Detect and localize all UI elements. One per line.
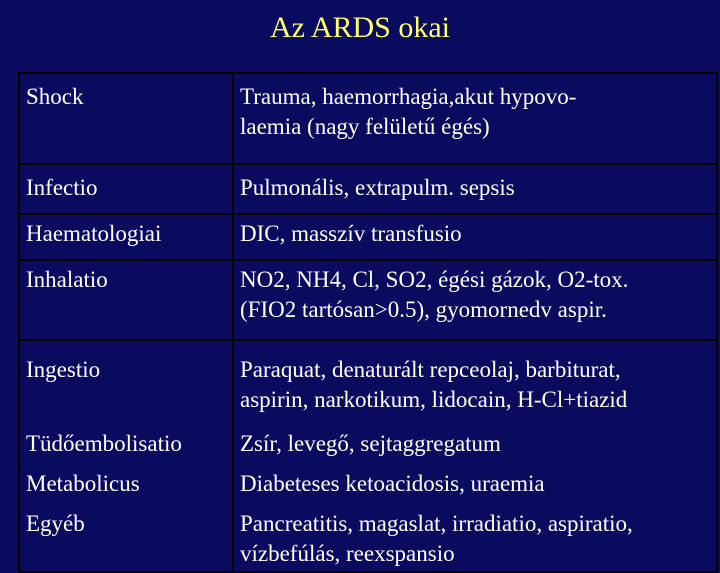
detail-line: Diabeteses ketoacidosis, uraemia bbox=[240, 471, 545, 496]
detail-cell bbox=[233, 509, 717, 572]
cause-cell: Tüdőembolisatio bbox=[19, 425, 233, 469]
detail-cell bbox=[233, 469, 717, 509]
detail-line: Trauma, haemorrhagia,akut hypovo- bbox=[240, 84, 577, 109]
detail-line: NO2, NH4, Cl, SO2, égési gázok, O2-tox. bbox=[240, 267, 629, 292]
cause-cell: Infectio bbox=[19, 164, 233, 214]
table-row-haematologiai bbox=[19, 214, 717, 260]
detail-line: aspirin, narkotikum, lidocain, H-Cl+tiazid bbox=[240, 387, 628, 412]
table-row-ingestio bbox=[19, 340, 717, 425]
detail-cell bbox=[233, 214, 717, 260]
table-row-shock bbox=[19, 73, 717, 164]
table-row-metabolicus bbox=[19, 469, 717, 509]
detail-line: Paraquat, denaturált repceolaj, barbiturat, bbox=[240, 357, 621, 382]
cause-cell: Inhalatio bbox=[19, 260, 233, 340]
detail-line: DIC, masszív transfusio bbox=[240, 221, 462, 246]
cause-cell: Shock bbox=[19, 73, 233, 164]
detail-cell bbox=[233, 260, 717, 340]
detail-cell bbox=[233, 164, 717, 214]
detail-line: laemia (nagy felületű égés) bbox=[240, 114, 490, 139]
ards-causes-table bbox=[18, 72, 718, 573]
detail-line: Pancreatitis, magaslat, irradiatio, aspiratio, bbox=[240, 511, 633, 536]
slide-title: Az ARDS okai bbox=[270, 11, 450, 44]
table-row-egyeb bbox=[19, 509, 717, 572]
detail-cell bbox=[233, 73, 717, 164]
cause-cell: Haematologiai bbox=[19, 214, 233, 260]
detail-cell bbox=[233, 340, 717, 425]
cause-cell: Metabolicus bbox=[19, 469, 233, 509]
cause-cell: Egyéb bbox=[19, 509, 233, 572]
table-row-infectio bbox=[19, 164, 717, 214]
cause-cell: Ingestio bbox=[19, 340, 233, 425]
table-row-tudoembolisatio bbox=[19, 425, 717, 469]
detail-line: Pulmonális, extrapulm. sepsis bbox=[240, 175, 515, 200]
detail-cell bbox=[233, 425, 717, 469]
detail-line: vízbefúlás, reexspansio bbox=[240, 541, 455, 566]
detail-line: (FIO2 tartósan>0.5), gyomornedv aspir. bbox=[240, 297, 607, 322]
detail-line: Zsír, levegő, sejtaggregatum bbox=[240, 431, 501, 456]
table-row-inhalatio bbox=[19, 260, 717, 340]
